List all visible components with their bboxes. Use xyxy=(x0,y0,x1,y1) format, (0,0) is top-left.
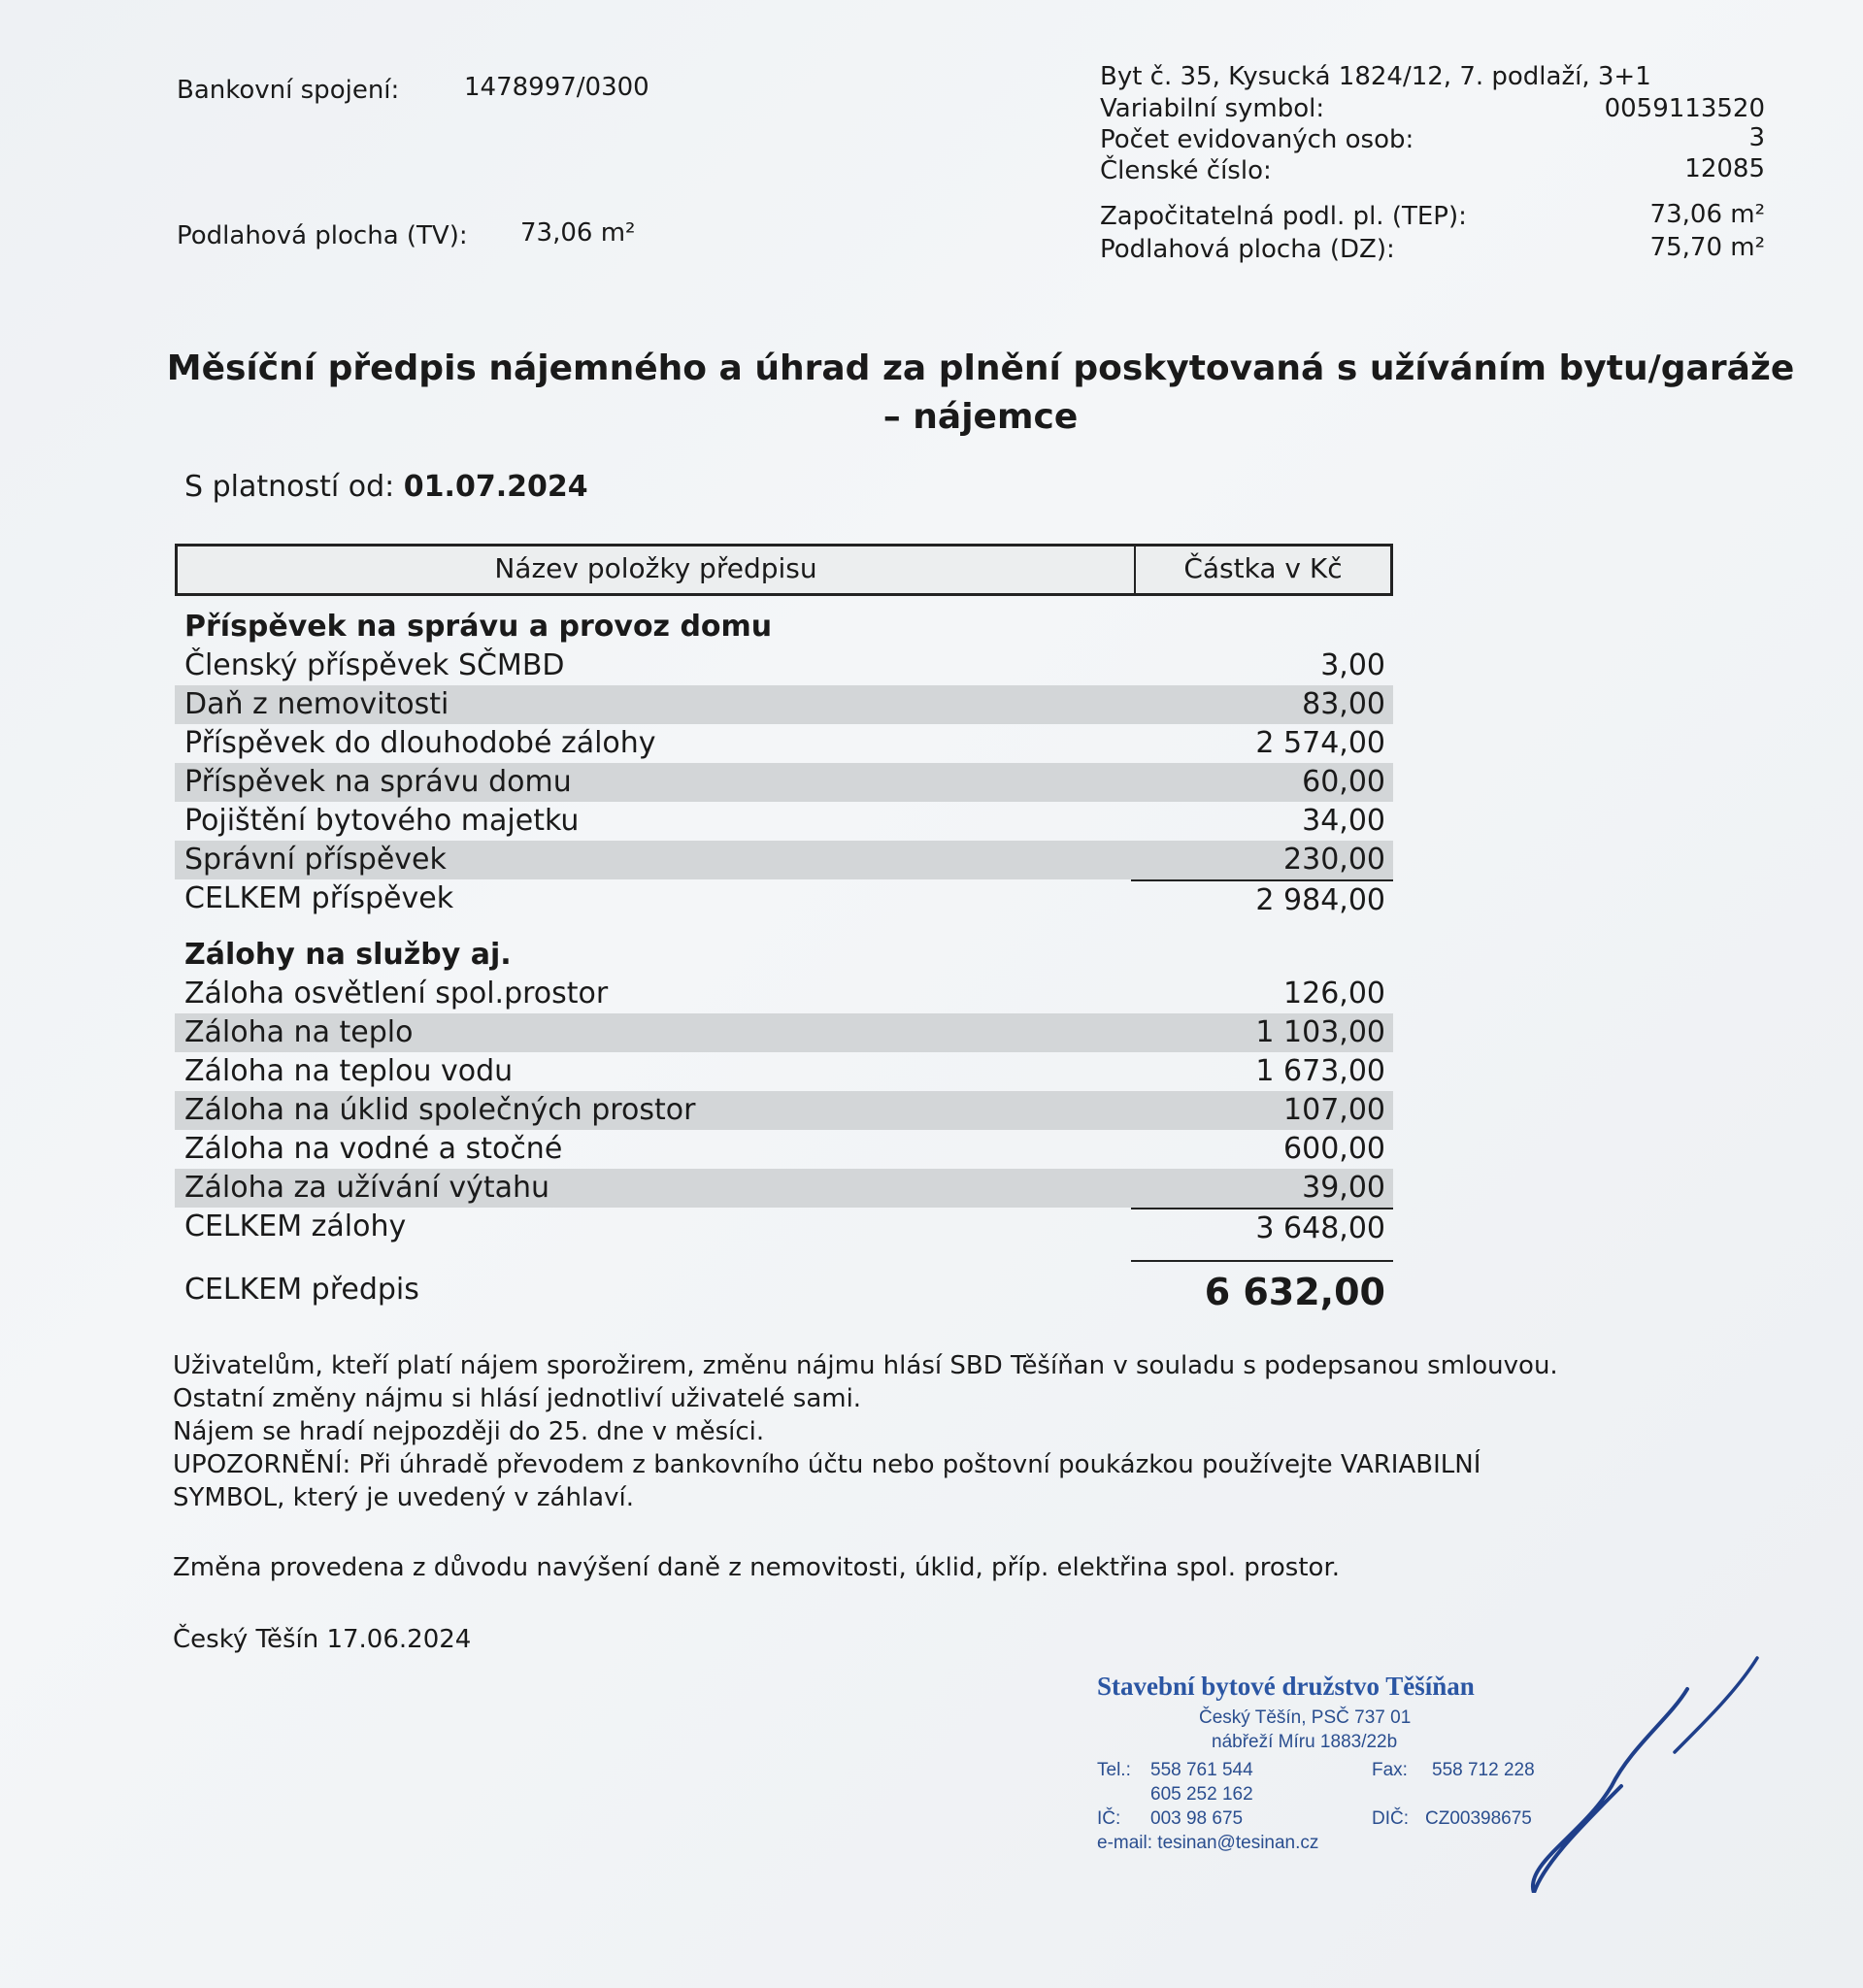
item-name: Správní příspěvek xyxy=(184,843,447,877)
notes-gap xyxy=(173,1584,1558,1623)
stamp-ic-line xyxy=(1097,1806,1532,1831)
stamp-dic-label: DIČ: xyxy=(1372,1808,1409,1829)
header-area-block xyxy=(1100,202,1765,270)
table-row xyxy=(175,724,1393,763)
grand-total-amount: 6 632,00 xyxy=(1131,1260,1393,1320)
section-gap xyxy=(175,918,1393,936)
signature xyxy=(1476,1640,1767,1893)
stamp-company-name: Stavební bytové družstvo Těšíňan xyxy=(1097,1672,1475,1701)
area-tv-label: Podlahová plocha (TV): xyxy=(177,221,468,250)
item-name: Pojištění bytového majetku xyxy=(184,804,580,838)
subtotal-label: CELKEM zálohy xyxy=(184,1209,407,1243)
document-title xyxy=(146,345,1815,442)
stamp-tel1: 558 761 544 xyxy=(1150,1760,1253,1780)
item-amount: 126,00 xyxy=(1283,977,1385,1011)
bank-label: Bankovní spojení: xyxy=(177,76,400,105)
stamp-city: Český Těšín, PSČ 737 01 xyxy=(1199,1707,1412,1728)
stamp-tel-line xyxy=(1097,1758,1535,1782)
table-row xyxy=(175,763,1393,802)
table-row xyxy=(175,1169,1393,1208)
table-header xyxy=(175,544,1393,596)
item-amount: 3,00 xyxy=(1320,648,1385,682)
item-amount: 107,00 xyxy=(1283,1093,1385,1127)
stamp-tel2: 605 252 162 xyxy=(1150,1784,1253,1805)
vs-value: 0059113520 xyxy=(1604,94,1765,123)
item-amount: 83,00 xyxy=(1302,687,1385,721)
grand-total-row xyxy=(175,1260,1393,1320)
note-line: UPOZORNĚNÍ: Při úhradě převodem z bankovního účtu nebo poštovní poukázkou používejte VARIABILNÍ xyxy=(173,1450,1481,1479)
item-amount: 600,00 xyxy=(1283,1132,1385,1166)
persons-value: 3 xyxy=(1748,123,1765,152)
table-row xyxy=(175,975,1393,1013)
vs-label: Variabilní symbol: xyxy=(1100,94,1325,123)
table-row xyxy=(175,1091,1393,1130)
item-amount: 39,00 xyxy=(1302,1171,1385,1205)
prescription-table xyxy=(175,544,1393,1320)
title-line-2: – nájemce xyxy=(882,397,1079,437)
table-row xyxy=(175,646,1393,685)
bank-value: 1478997/0300 xyxy=(464,73,649,102)
subtotal-amount: 3 648,00 xyxy=(1131,1208,1393,1246)
table-row xyxy=(175,802,1393,841)
subtotal-label: CELKEM příspěvek xyxy=(184,881,454,915)
item-amount: 230,00 xyxy=(1283,843,1385,877)
item-name: Příspěvek na správu domu xyxy=(184,765,572,799)
title-line-1: Měsíční předpis nájemného a úhrad za plnění poskytovaná s užíváním bytu/garáže xyxy=(166,348,1795,388)
col-name-header: Název položky předpisu xyxy=(178,547,1136,593)
col-amount-header: Částka v Kč xyxy=(1183,552,1343,584)
item-name: Příspěvek do dlouhodobé zálohy xyxy=(184,726,656,760)
item-name: Záloha na teplou vodu xyxy=(184,1054,514,1088)
table-row xyxy=(175,685,1393,724)
stamp-fax-label: Fax: xyxy=(1372,1760,1408,1780)
item-amount: 2 574,00 xyxy=(1255,726,1385,760)
notes xyxy=(173,1349,1558,1656)
dz-value: 75,70 m² xyxy=(1649,233,1765,262)
company-stamp xyxy=(1097,1672,1535,1855)
item-name: Záloha na úklid společných prostor xyxy=(184,1093,696,1127)
stamp-street: nábřeží Míru 1883/22b xyxy=(1212,1732,1398,1752)
item-amount: 60,00 xyxy=(1302,765,1385,799)
validity-date: 01.07.2024 xyxy=(403,470,588,504)
note-line: Uživatelům, kteří platí nájem sporožirem, změnu nájmu hlásí SBD Těšíňan v souladu s podepsanou smlouvou. xyxy=(173,1351,1558,1380)
stamp-ic-label: IČ: xyxy=(1097,1808,1121,1829)
section-title-advances: Zálohy na služby aj. xyxy=(184,938,512,972)
subtotal-row xyxy=(175,1208,1393,1246)
table-row xyxy=(175,1013,1393,1052)
stamp-dic: CZ00398675 xyxy=(1425,1808,1532,1829)
note-line: Ostatní změny nájmu si hlásí jednotliví uživatelé sami. xyxy=(173,1384,862,1413)
table-row xyxy=(175,1052,1393,1091)
flat-info: Byt č. 35, Kysucká 1824/12, 7. podlaží, 3+1 xyxy=(1100,62,1651,91)
tep-label: Započitatelná podl. pl. (TEP): xyxy=(1100,202,1467,231)
member-label: Členské číslo: xyxy=(1100,156,1272,185)
stamp-tel2-line xyxy=(1097,1782,1475,1806)
place-date: Český Těšín 17.06.2024 xyxy=(173,1625,472,1654)
stamp-tel-label: Tel.: xyxy=(1097,1760,1131,1780)
item-name: Členský příspěvek SČMBD xyxy=(184,648,565,682)
area-tv-value: 73,06 m² xyxy=(520,218,636,248)
persons-label: Počet evidovaných osob: xyxy=(1100,125,1414,154)
grand-total-label: CELKEM předpis xyxy=(184,1273,419,1307)
note-line: SYMBOL, který je uvedený v záhlaví. xyxy=(173,1483,634,1512)
validity-label: S platností od: xyxy=(184,470,395,504)
note-line: Nájem se hradí nejpozději do 25. dne v měsíci. xyxy=(173,1417,765,1446)
stamp-ic: 003 98 675 xyxy=(1150,1808,1244,1829)
item-amount: 1 103,00 xyxy=(1255,1015,1385,1049)
notes-gap xyxy=(173,1514,1558,1551)
item-name: Záloha osvětlení spol.prostor xyxy=(184,977,609,1011)
member-value: 12085 xyxy=(1684,154,1765,183)
subtotal-amount: 2 984,00 xyxy=(1131,879,1393,918)
item-name: Záloha na vodné a stočné xyxy=(184,1132,563,1166)
table-row xyxy=(175,841,1393,879)
item-name: Daň z nemovitosti xyxy=(184,687,449,721)
change-note: Změna provedena z důvodu navýšení daně z nemovitosti, úklid, příp. elektřina spol. prostor. xyxy=(173,1553,1341,1582)
table-row xyxy=(175,1130,1393,1169)
section-title-contributions: Příspěvek na správu a provoz domu xyxy=(184,610,773,644)
subtotal-row xyxy=(175,879,1393,918)
item-amount: 1 673,00 xyxy=(1255,1054,1385,1088)
dz-label: Podlahová plocha (DZ): xyxy=(1100,235,1395,264)
item-amount: 34,00 xyxy=(1302,804,1385,838)
item-name: Záloha na teplo xyxy=(184,1015,414,1049)
validity xyxy=(184,470,588,504)
tep-value: 73,06 m² xyxy=(1649,200,1765,229)
stamp-fax: 558 712 228 xyxy=(1432,1760,1535,1780)
stamp-email: e-mail: tesinan@tesinan.cz xyxy=(1097,1833,1319,1853)
item-name: Záloha za užívání výtahu xyxy=(184,1171,550,1205)
